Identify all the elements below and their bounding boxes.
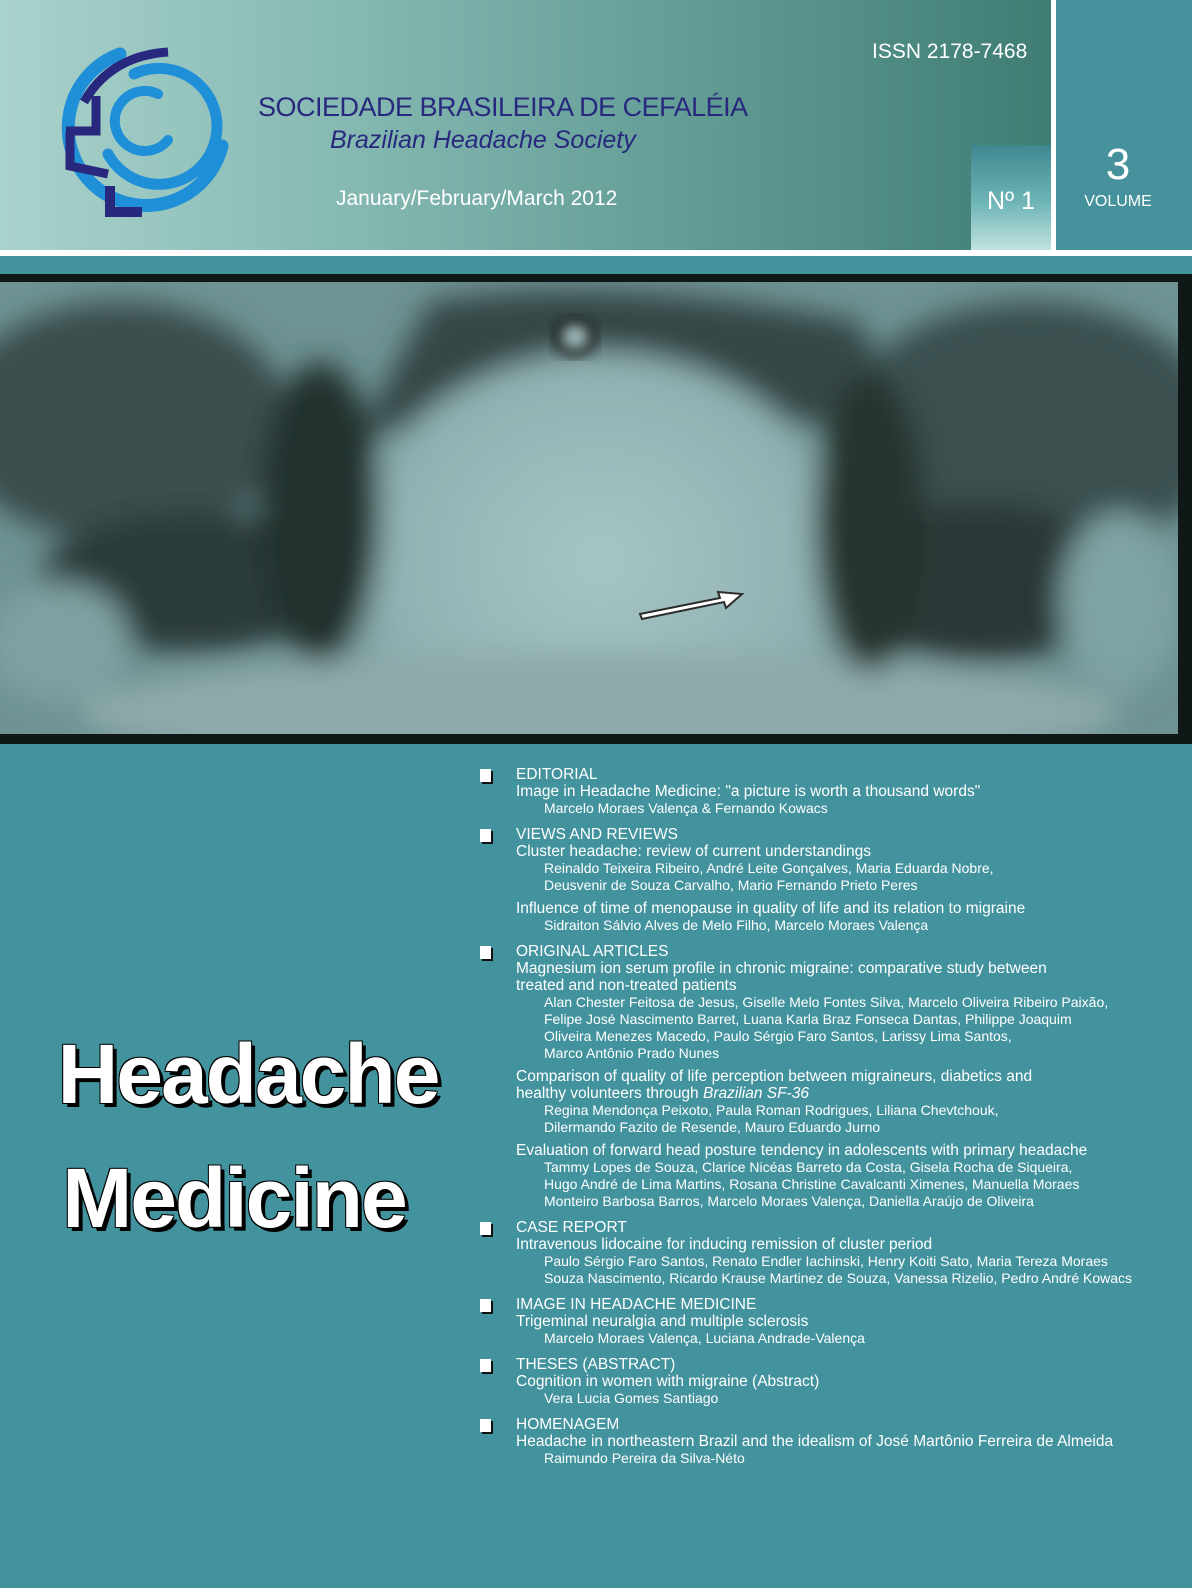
article-authors: Regina Mendonça Peixoto, Paula Roman Rodrigues, Liliana Chevtchouk, (544, 1102, 999, 1118)
square-bullet-icon (480, 1222, 491, 1235)
article-authors: Marcelo Moraes Valença, Luciana Andrade-Valença (544, 1330, 865, 1346)
article-title: Headache in northeastern Brazil and the idealism of José Martônio Ferreira de Almeida (516, 1433, 1114, 1450)
society-name-portuguese: SOCIEDADE BRASILEIRA DE CEFALÉIA (258, 92, 748, 122)
square-bullet-icon (480, 1359, 491, 1372)
issue-number-box (971, 145, 1051, 250)
article-authors: Marco Antônio Prado Nunes (544, 1045, 720, 1061)
toc-section (478, 1296, 1178, 1347)
toc-section-title: EDITORIAL (516, 766, 598, 783)
volume-box (1056, 0, 1192, 250)
square-bullet-icon (480, 1299, 491, 1312)
toc-section-title: ORIGINAL ARTICLES (516, 943, 669, 960)
toc-section (478, 943, 1178, 1210)
toc-section-title: IMAGE IN HEADACHE MEDICINE (516, 1296, 757, 1313)
toc-article (516, 1433, 1178, 1467)
toc-section (478, 826, 1178, 934)
article-title: Evaluation of forward head posture tendency in adolescents with primary headache (516, 1142, 1088, 1159)
toc-section (478, 1219, 1178, 1287)
toc-article (516, 783, 1178, 817)
society-name (258, 92, 748, 155)
issn: ISSN 2178-7468 (872, 40, 1028, 63)
article-authors: Felipe José Nascimento Barret, Luana Karla Braz Fonseca Dantas, Philippe Joaquim (544, 1011, 1072, 1027)
article-title: Cognition in women with migraine (Abstract) (516, 1373, 820, 1390)
toc-article (516, 1236, 1178, 1287)
toc-article (516, 1313, 1178, 1347)
article-title: Comparison of quality of life perception between migraineurs, diabetics and (516, 1068, 1033, 1085)
toc-section (478, 1356, 1178, 1407)
article-title: Magnesium ion serum profile in chronic migraine: comparative study between (516, 960, 1047, 977)
article-authors: Hugo André de Lima Martins, Rosana Christine Cavalcanti Ximenes, Manuella Moraes (544, 1176, 1080, 1192)
article-authors: Paulo Sérgio Faro Santos, Renato Endler Iachinski, Henry Koiti Sato, Maria Tereza Moraes (544, 1253, 1108, 1269)
article-title-line2 (516, 977, 1178, 994)
volume-label: VOLUME (1084, 193, 1152, 210)
square-bullet-icon (480, 1419, 491, 1432)
article-authors: Sidraiton Sálvio Alves de Melo Filho, Marcelo Moraes Valença (544, 917, 929, 933)
toc-article (516, 843, 1178, 894)
journal-title-line2: Medicine (62, 1151, 406, 1245)
article-authors: Dilermando Fazito de Resende, Mauro Eduardo Jurno (544, 1119, 881, 1135)
article-title: Trigeminal neuralgia and multiple sclerosis (516, 1313, 809, 1330)
article-authors: Monteiro Barbosa Barros, Marcelo Moraes Valença, Daniella Araújo de Oliveira (544, 1193, 1034, 1209)
toc-section-title: CASE REPORT (516, 1219, 627, 1236)
article-title-line2 (516, 1085, 1178, 1102)
article-authors: Deusvenir de Souza Carvalho, Mario Fernando Prieto Peres (544, 877, 918, 893)
table-of-contents (478, 766, 1178, 1476)
square-bullet-icon (480, 946, 491, 959)
article-title-line2-text: healthy volunteers through (516, 1085, 699, 1102)
square-bullet-icon (480, 829, 491, 842)
article-title: Image in Headache Medicine: "a picture is worth a thousand words" (516, 783, 981, 800)
article-authors: Alan Chester Feitosa de Jesus, Giselle Melo Fontes Silva, Marcelo Oliveira Ribeiro Paixão, (544, 994, 1109, 1010)
article-authors: Vera Lucia Gomes Santiago (544, 1390, 719, 1406)
article-title: Cluster headache: review of current understandings (516, 843, 871, 860)
article-authors: Marcelo Moraes Valença & Fernando Kowacs (544, 800, 828, 816)
divider-band (0, 256, 1192, 274)
toc-article (516, 1068, 1178, 1136)
issue-date: January/February/March 2012 (336, 187, 618, 210)
journal-title-line1: Headache (57, 1027, 439, 1121)
toc-section (478, 766, 1178, 817)
square-bullet-icon (480, 769, 491, 782)
toc-section-title: VIEWS AND REVIEWS (516, 826, 678, 843)
toc-article (516, 900, 1178, 934)
toc-article (516, 1373, 1178, 1407)
article-authors: Reinaldo Teixeira Ribeiro, André Leite Gonçalves, Maria Eduarda Nobre, (544, 860, 994, 876)
toc-section (478, 1416, 1178, 1467)
article-authors: Raimundo Pereira da Silva-Néto (544, 1450, 745, 1466)
toc-article (516, 1142, 1178, 1210)
toc-section-title: HOMENAGEM (516, 1416, 620, 1433)
society-name-english: Brazilian Headache Society (330, 126, 636, 154)
volume-number: 3 (1105, 140, 1131, 189)
article-authors: Souza Nascimento, Ricardo Krause Martinez de Souza, Vanessa Rizelio, Pedro André Kowacs (544, 1270, 1133, 1286)
toc-section-title: THESES (ABSTRACT) (516, 1356, 676, 1373)
issue-number: Nº 1 (986, 187, 1036, 215)
toc-article (516, 960, 1178, 1062)
cover-image-frame (0, 274, 1192, 744)
mri-image (0, 282, 1178, 734)
article-authors: Oliveira Menezes Macedo, Paulo Sérgio Faro Santos, Larissy Lima Santos, (544, 1028, 1012, 1044)
article-title: Intravenous lidocaine for inducing remission of cluster period (516, 1236, 933, 1253)
article-title-line2-text: treated and non-treated patients (516, 977, 737, 994)
article-title: Influence of time of menopause in quality of life and its relation to migraine (516, 900, 1026, 917)
society-logo-icon (50, 36, 230, 218)
article-title-italic: Brazilian SF-36 (703, 1085, 809, 1102)
cover-header (0, 0, 1192, 250)
article-authors: Tammy Lopes de Souza, Clarice Nicéas Barreto da Costa, Gisela Rocha de Siqueira, (544, 1159, 1073, 1175)
